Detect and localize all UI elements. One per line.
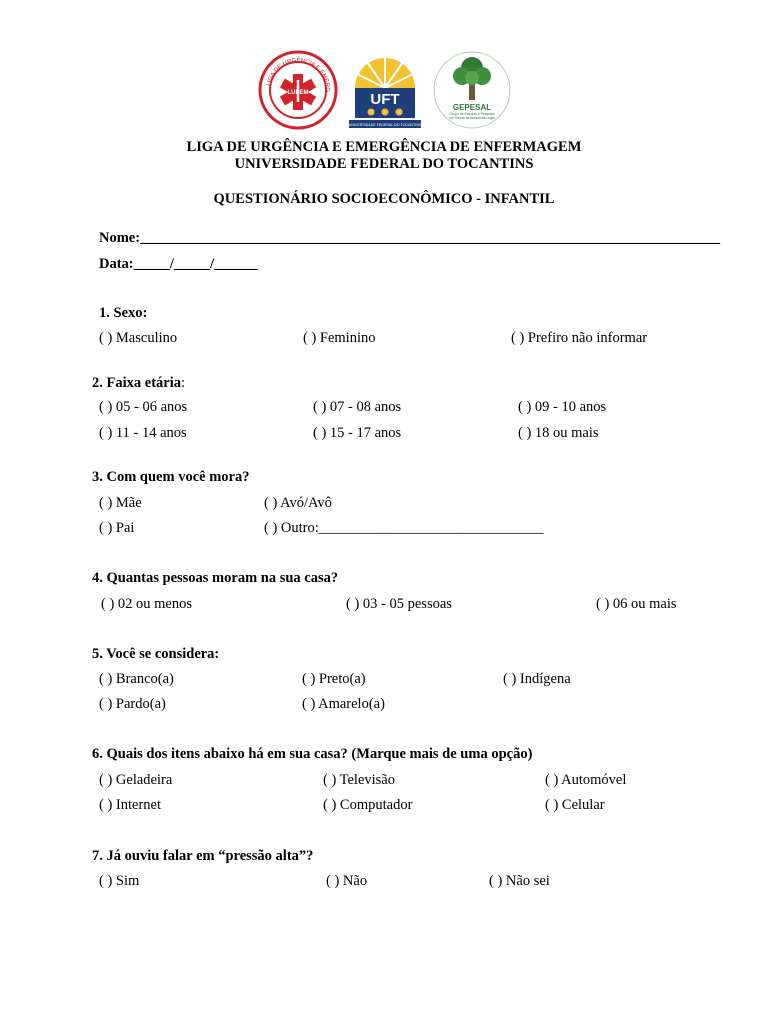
lueem-logo xyxy=(258,50,338,130)
option-09-10[interactable]: ( ) 09 - 10 anos xyxy=(518,399,607,415)
option-nao-sei[interactable]: ( ) Não sei xyxy=(489,873,550,889)
option-preto[interactable]: ( ) Preto(a) xyxy=(302,671,366,687)
question-3-title: 3. Com quem você mora? xyxy=(92,469,250,485)
gepesal-logo xyxy=(432,50,512,130)
question-6-title: 6. Quais dos itens abaixo há em sua casa? (Marque mais de uma opção) xyxy=(92,746,533,762)
university-name: UNIVERSIDADE FEDERAL DO TOCANTINS xyxy=(234,156,534,172)
name-field[interactable] xyxy=(99,229,720,247)
option-geladeira[interactable]: ( ) Geladeira xyxy=(99,772,173,788)
lueem-ring-text: LIGA DE URGÊNCIA E EMERG xyxy=(266,57,331,93)
option-06-mais[interactable]: ( ) 06 ou mais xyxy=(596,596,677,612)
uft-letters: UFT xyxy=(370,91,400,108)
option-18-mais[interactable]: ( ) 18 ou mais xyxy=(518,425,599,441)
question-5-title: 5. Você se considera: xyxy=(92,646,220,662)
question-2-title: 2. Faixa etária: xyxy=(92,375,186,391)
option-indigena[interactable]: ( ) Indígena xyxy=(503,671,571,687)
option-televisao[interactable]: ( ) Televisão xyxy=(323,772,395,788)
option-feminino[interactable]: ( ) Feminino xyxy=(303,330,376,346)
date-field[interactable] xyxy=(99,255,258,273)
option-avo[interactable]: ( ) Avó/Avô xyxy=(264,495,332,511)
question-1-title: 1. Sexo: xyxy=(99,305,148,321)
option-masculino[interactable]: ( ) Masculino xyxy=(99,330,178,346)
option-celular[interactable]: ( ) Celular xyxy=(545,797,605,813)
name-label: Nome: xyxy=(99,230,141,246)
date-label: Data: xyxy=(99,256,134,272)
date-input-line[interactable]: _____/_____/______ xyxy=(133,256,258,272)
option-05-06[interactable]: ( ) 05 - 06 anos xyxy=(99,399,188,415)
option-amarelo[interactable]: ( ) Amarelo(a) xyxy=(302,696,385,712)
option-03-05[interactable]: ( ) 03 - 05 pessoas xyxy=(346,596,452,612)
name-input-line[interactable]: ________________________________________________________________________________ xyxy=(140,230,721,246)
lueem-center-text: LUEEM xyxy=(287,90,309,96)
option-sim[interactable]: ( ) Sim xyxy=(99,873,140,889)
question-4-title: 4. Quantas pessoas moram na sua casa? xyxy=(92,570,339,586)
option-mae[interactable]: ( ) Mãe xyxy=(99,495,142,511)
option-internet[interactable]: ( ) Internet xyxy=(99,797,161,813)
option-pardo[interactable]: ( ) Pardo(a) xyxy=(99,696,166,712)
option-computador[interactable]: ( ) Computador xyxy=(323,797,413,813)
option-07-08[interactable]: ( ) 07 - 08 anos xyxy=(313,399,402,415)
option-nao[interactable]: ( ) Não xyxy=(326,873,368,889)
gepesal-title: GEPESAL xyxy=(452,103,492,112)
option-15-17[interactable]: ( ) 15 - 17 anos xyxy=(313,425,402,441)
option-prefiro-nao-informar[interactable]: ( ) Prefiro não informar xyxy=(511,330,648,346)
gepesal-subtitle: Grupo de Estudos e Pesquisa em Saúde da Amazônia Legal xyxy=(449,112,495,120)
option-pai[interactable]: ( ) Pai xyxy=(99,520,135,536)
uft-logo xyxy=(347,48,423,132)
option-branco[interactable]: ( ) Branco(a) xyxy=(99,671,174,687)
org-name: LIGA DE URGÊNCIA E EMERGÊNCIA DE ENFERMAGEM xyxy=(186,139,582,155)
option-02-menos[interactable]: ( ) 02 ou menos xyxy=(101,596,193,612)
uft-banner-text: UNIVERSIDADE FEDERAL DO TOCANTINS xyxy=(348,123,422,127)
question-7-title: 7. Já ouviu falar em “pressão alta”? xyxy=(92,848,314,864)
option-outro[interactable]: ( ) Outro:_______________________________ xyxy=(264,520,544,536)
option-11-14[interactable]: ( ) 11 - 14 anos xyxy=(99,425,187,441)
page-title: QUESTIONÁRIO SOCIOECONÔMICO - INFANTIL xyxy=(213,191,555,207)
option-automovel[interactable]: ( ) Automóvel xyxy=(545,772,627,788)
